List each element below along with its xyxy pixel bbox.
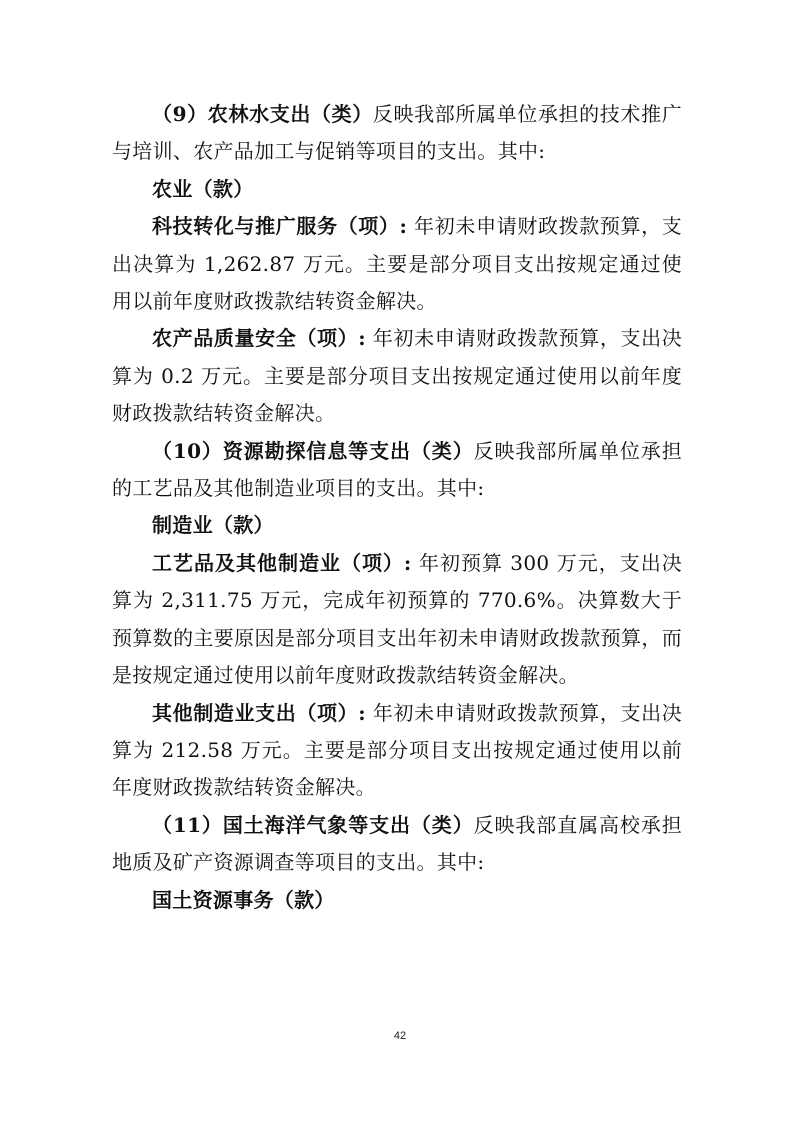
page-content: [112, 96, 682, 919]
paragraph-text: 年初预算 300 万元，支出决算为 2,311.75 万元，完成年初预算的 770.6%。决算数大于预算数的主要原因是部分项目支出年初未申请财政拨款预算，而是按规定通过使用以前年度财政拨款结转资金解决。: [112, 550, 682, 688]
paragraph-text: 年初未申请财政拨款预算，支出决算为 0.2 万元。主要是部分项目支出按规定通过使用以前年度财政拨款结转资金解决。: [112, 326, 682, 426]
heading-crafts-manufacturing: 工艺品及其他制造业（项）:: [152, 550, 412, 575]
paragraph-land-ocean-category: [112, 807, 682, 882]
heading-land-resources-section: 国土资源事务（款）: [152, 887, 335, 912]
heading-agriculture-category: （9）农林水支出（类）: [152, 102, 373, 126]
heading-agriculture-section: 农业（款）: [152, 176, 254, 201]
paragraph-land-resources-section: [112, 882, 682, 919]
page-number: 42: [393, 1030, 407, 1042]
paragraph-resource-category: [112, 433, 682, 508]
paragraph-text: 反映我部直属高校承担地质及矿产资源调查等项目的支出。其中:: [112, 812, 682, 875]
heading-land-ocean-category: （11）国土海洋气象等支出（类）: [152, 812, 474, 837]
paragraph-agriculture-category: [112, 96, 682, 171]
paragraph-tech-transfer: [112, 208, 682, 320]
paragraph-crafts-manufacturing: [112, 545, 682, 695]
paragraph-manufacturing-section: [112, 507, 682, 544]
paragraph-other-manufacturing: [112, 695, 682, 807]
heading-manufacturing-section: 制造业（款）: [152, 513, 274, 538]
paragraph-product-safety: [112, 320, 682, 432]
heading-resource-category: （10）资源勘探信息等支出（类）: [152, 438, 474, 463]
heading-other-manufacturing: 其他制造业支出（项）:: [152, 700, 366, 725]
heading-tech-transfer: 科技转化与推广服务（项）:: [152, 214, 408, 239]
paragraph-text: 年初未申请财政拨款预算，支出决算为 212.58 万元。主要是部分项目支出按规定通过使用以前年度财政拨款结转资金解决。: [112, 700, 682, 800]
paragraph-text: 反映我部所属单位承担的技术推广与培训、农产品加工与促销等项目的支出。其中:: [112, 102, 682, 164]
paragraph-agriculture-section: [112, 171, 682, 208]
heading-product-safety: 农产品质量安全（项）:: [152, 326, 366, 351]
paragraph-text: 反映我部所属单位承担的工艺品及其他制造业项目的支出。其中:: [112, 438, 682, 501]
paragraph-text: 年初未申请财政拨款预算，支出决算为 1,262.87 万元。主要是部分项目支出按规定通过使用以前年度财政拨款结转资金解决。: [112, 214, 682, 314]
